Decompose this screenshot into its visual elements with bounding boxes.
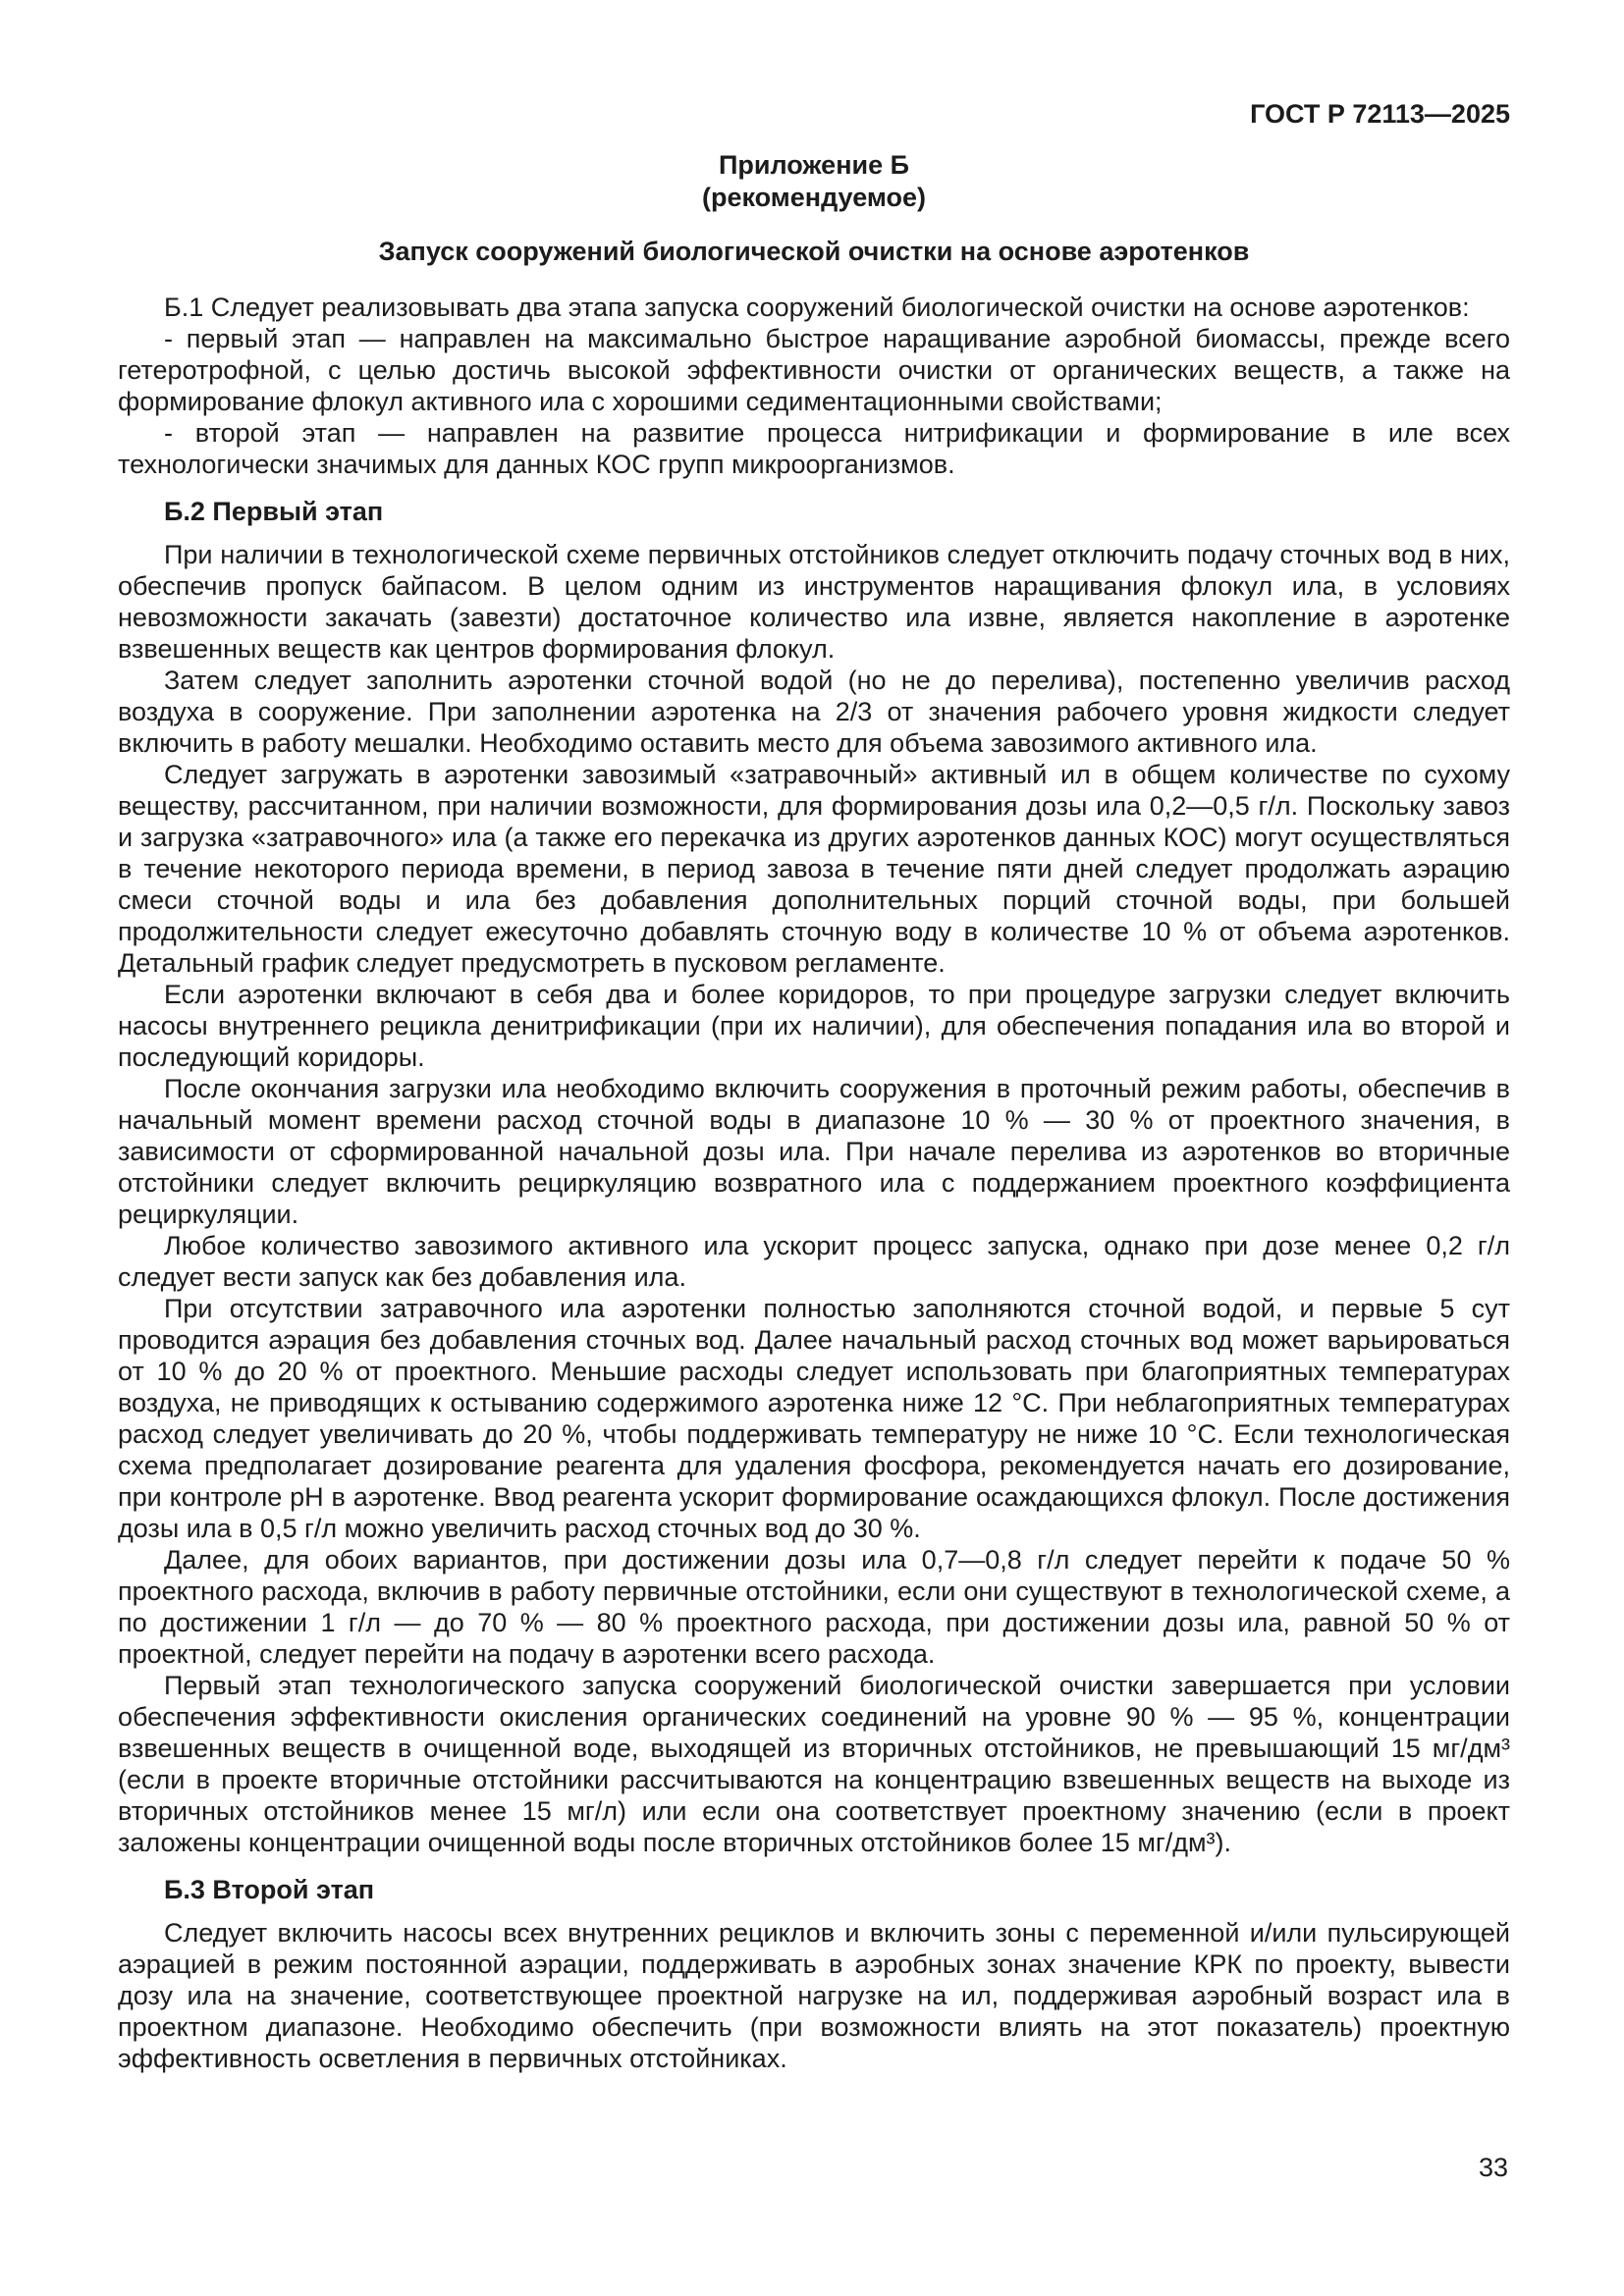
list-item-first-stage: - первый этап — направлен на максимально быстрое наращивание аэробной биомассы, прежде всего гетеротрофной, с целью достичь высокой эффективности очистки от органических веществ, а также на формирование флокул активного ила с хорошими седиментационными свойствами; (118, 324, 1510, 416)
paragraph-b2-7: При отсутствии затравочного ила аэротенки полностью заполняются сточной водой, и первые 5 сут проводится аэрация без добавления сточных вод. Далее начальный расход сточных вод может варьироваться от 10 % до 20 % от проектного. Меньшие расходы следует использовать при благоприятных температурах воздуха, не приводящих к остыванию содержимого аэротенка ниже 12 °С. При неблагоприятных температурах расход следует увеличивать до 20 %, чтобы поддерживать температуру не ниже 10 °С. Если технологическая схема предполагает дозирование реагента для удаления фосфора, рекомендуется начать его дозирование, при контроле pH в аэротенке. Ввод реагента ускорит формирование осаждающихся флокул. После достижения дозы ила в 0,5 г/л можно увеличить расход сточных вод до 30 %. (118, 1294, 1510, 1543)
appendix-title: Запуск сооружений биологической очистки на основе аэротенков (378, 237, 1250, 266)
paragraph-b2-4: Если аэротенки включают в себя два и более коридоров, то при процедуре загрузки следует включить насосы внутреннего рецикла денитрификации (при их наличии), для обеспечения попадания ила во второй и последующий коридоры. (118, 980, 1510, 1072)
document-page (118, 0, 1510, 2074)
paragraph-b2-9: Первый этап технологического запуска сооружений биологической очистки завершается при условии обеспечения эффективности окисления органических соединений на уровне 90 % — 95 %, концентрации взвешенных веществ в очищенной воде, выходящей из вторичных отстойников, не превышающий 15 мг/дм³ (если в проекте вторичные отстойники рассчитываются на концентрацию взвешенных веществ на выходе из вторичных отстойников менее 15 мг/л) или если она соответствует проектному значению (если в проект заложены концентрации очищенной воды после вторичных отстойников более 15 мг/дм³). (118, 1671, 1510, 1857)
paragraph-b2-2: Затем следует заполнить аэротенки сточной водой (но не до перелива), постепенно увеличив расход воздуха в сооружение. При заполнении аэротенка на 2/3 от значения рабочего уровня жидкости следует включить в работу мешалки. Необходимо оставить место для объема завозимого активного ила. (118, 666, 1510, 758)
paragraph-b2-6: Любое количество завозимого активного ила ускорит процесс запуска, однако при дозе менее 0,2 г/л следует вести запуск как без добавления ила. (118, 1231, 1510, 1292)
section-heading-b3: Б.3 Второй этап (164, 1875, 375, 1904)
list-item-second-stage: - второй этап — направлен на развитие процесса нитрификации и формирование в иле всех технологически значимых для данных КОС групп микроорганизмов. (118, 418, 1510, 479)
appendix-note: (рекомендуемое) (702, 183, 926, 212)
document-code-header: ГОСТ Р 72113—2025 (1250, 99, 1510, 129)
paragraph-b2-5: После окончания загрузки ила необходимо включить сооружения в проточный режим работы, обеспечив в начальный момент времени расход сточной воды в диапазоне 10 % — 30 % от проектного значения, в зависимости от сформированной начальной дозы ила. При начале перелива из аэротенков во вторичные отстойники следует включить рециркуляцию возвратного ила с поддержанием проектного коэффициента рециркуляции. (118, 1074, 1510, 1229)
paragraph-b1-intro: Б.1 Следует реализовывать два этапа запуска сооружений биологической очистки на основе аэротенков: (164, 293, 1470, 322)
paragraph-b2-1: При наличии в технологической схеме первичных отстойников следует отключить подачу сточных вод в них, обеспечив пропуск байпасом. В целом одним из инструментов наращивания флокул ила, в условиях невозможности закачать (завезти) достаточное количество ила извне, является накопление в аэротенке взвешенных веществ как центров формирования флокул. (118, 540, 1510, 664)
paragraph-b2-3: Следует загружать в аэротенки завозимый «затравочный» активный ил в общем количестве по сухому веществу, рассчитанном, при наличии возможности, для формирования дозы ила 0,2—0,5 г/л. Поскольку завоз и загрузка «затравочного» ила (а также его перекачка из других аэротенков данных КОС) могут осуществляться в течение некоторого периода времени, в период завоза в течение пяти дней следует продолжать аэрацию смеси сточной воды и ила без добавления дополнительных порций сточной воды, при большей продолжительности следует ежесуточно добавлять сточную воду в количестве 10 % от объема аэротенков. Детальный график следует предусмотреть в пусковом регламенте. (118, 760, 1510, 978)
section-heading-b2: Б.2 Первый этап (164, 497, 384, 526)
paragraph-b3-1: Следует включить насосы всех внутренних рециклов и включить зоны с переменной и/или пульсирующей аэрацией в режим постоянной аэрации, поддерживать в аэробных зонах значение КРК по проекту, вывести дозу ила на значение, соответствующее проектной нагрузке на ил, поддерживая аэробный возраст ила в проектном диапазоне. Необходимо обеспечить (при возможности влиять на этот показатель) проектную эффективность осветления в первичных отстойниках. (118, 1918, 1510, 2073)
page-number: 33 (1478, 2153, 1508, 2182)
appendix-label: Приложение Б (718, 150, 910, 180)
paragraph-b2-8: Далее, для обоих вариантов, при достижении дозы ила 0,7—0,8 г/л следует перейти к подаче 50 % проектного расхода, включив в работу первичные отстойники, если они существуют в технологической схеме, а по достижении 1 г/л — до 70 % — 80 % проектного расхода, при достижении дозы ила, равной 50 % от проектной, следует перейти на подачу в аэротенки всего расхода. (118, 1545, 1510, 1669)
